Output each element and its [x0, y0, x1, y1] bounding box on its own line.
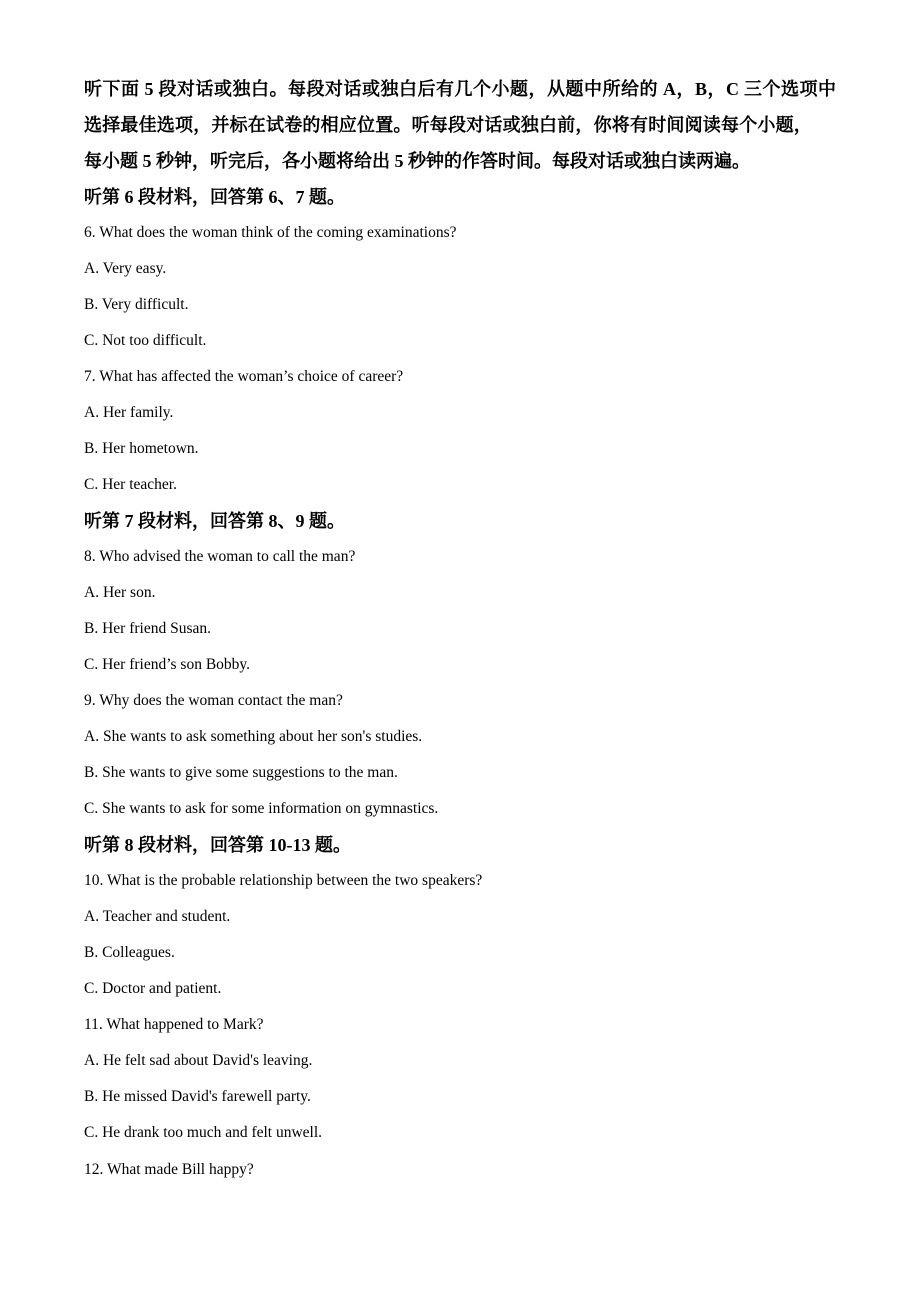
question: 8. Who advised the woman to call the man?	[84, 548, 356, 565]
section-heading: 听第 8 段材料，回答第 10-13 题。	[84, 835, 351, 855]
question: 6. What does the woman think of the coming examinations?	[84, 224, 457, 241]
question: 11. What happened to Mark?	[84, 1016, 264, 1033]
option: A. Very easy.	[84, 260, 167, 277]
option: A. Teacher and student.	[84, 908, 231, 925]
section-heading: 听第 6 段材料，回答第 6、7 题。	[84, 187, 345, 207]
question: 12. What made Bill happy?	[84, 1161, 254, 1178]
option: C. She wants to ask for some information on gymnastics.	[84, 800, 439, 817]
instructions-line: 选择最佳选项，并标在试卷的相应位置。听每段对话或独白前，你将有时间阅读每个小题，	[84, 115, 812, 135]
option: C. He drank too much and felt unwell.	[84, 1124, 323, 1141]
option: A. Her family.	[84, 404, 174, 421]
option: C. Doctor and patient.	[84, 980, 222, 997]
option: B. Her hometown.	[84, 440, 199, 457]
option: B. Her friend Susan.	[84, 620, 211, 637]
option: B. Colleagues.	[84, 944, 175, 961]
option: B. He missed David's farewell party.	[84, 1088, 311, 1105]
option: C. Her friend’s son Bobby.	[84, 656, 251, 673]
question: 10. What is the probable relationship between the two speakers?	[84, 872, 483, 889]
question: 9. Why does the woman contact the man?	[84, 692, 343, 709]
option: B. She wants to give some suggestions to the man.	[84, 764, 398, 781]
question: 7. What has affected the woman’s choice of career?	[84, 368, 404, 385]
option: B. Very difficult.	[84, 296, 189, 313]
option: C. Not too difficult.	[84, 332, 207, 349]
option: A. Her son.	[84, 584, 156, 601]
option: A. He felt sad about David's leaving.	[84, 1052, 313, 1069]
instructions-line: 听下面 5 段对话或独白。每段对话或独白后有几个小题，从题中所给的 A，B，C 三个选项中	[84, 79, 836, 99]
option: A. She wants to ask something about her son's studies.	[84, 728, 423, 745]
section-heading: 听第 7 段材料，回答第 8、9 题。	[84, 511, 345, 531]
option: C. Her teacher.	[84, 476, 177, 493]
instructions-line: 每小题 5 秒钟，听完后，各小题将给出 5 秒钟的作答时间。每段对话或独白读两遍。	[84, 151, 750, 171]
